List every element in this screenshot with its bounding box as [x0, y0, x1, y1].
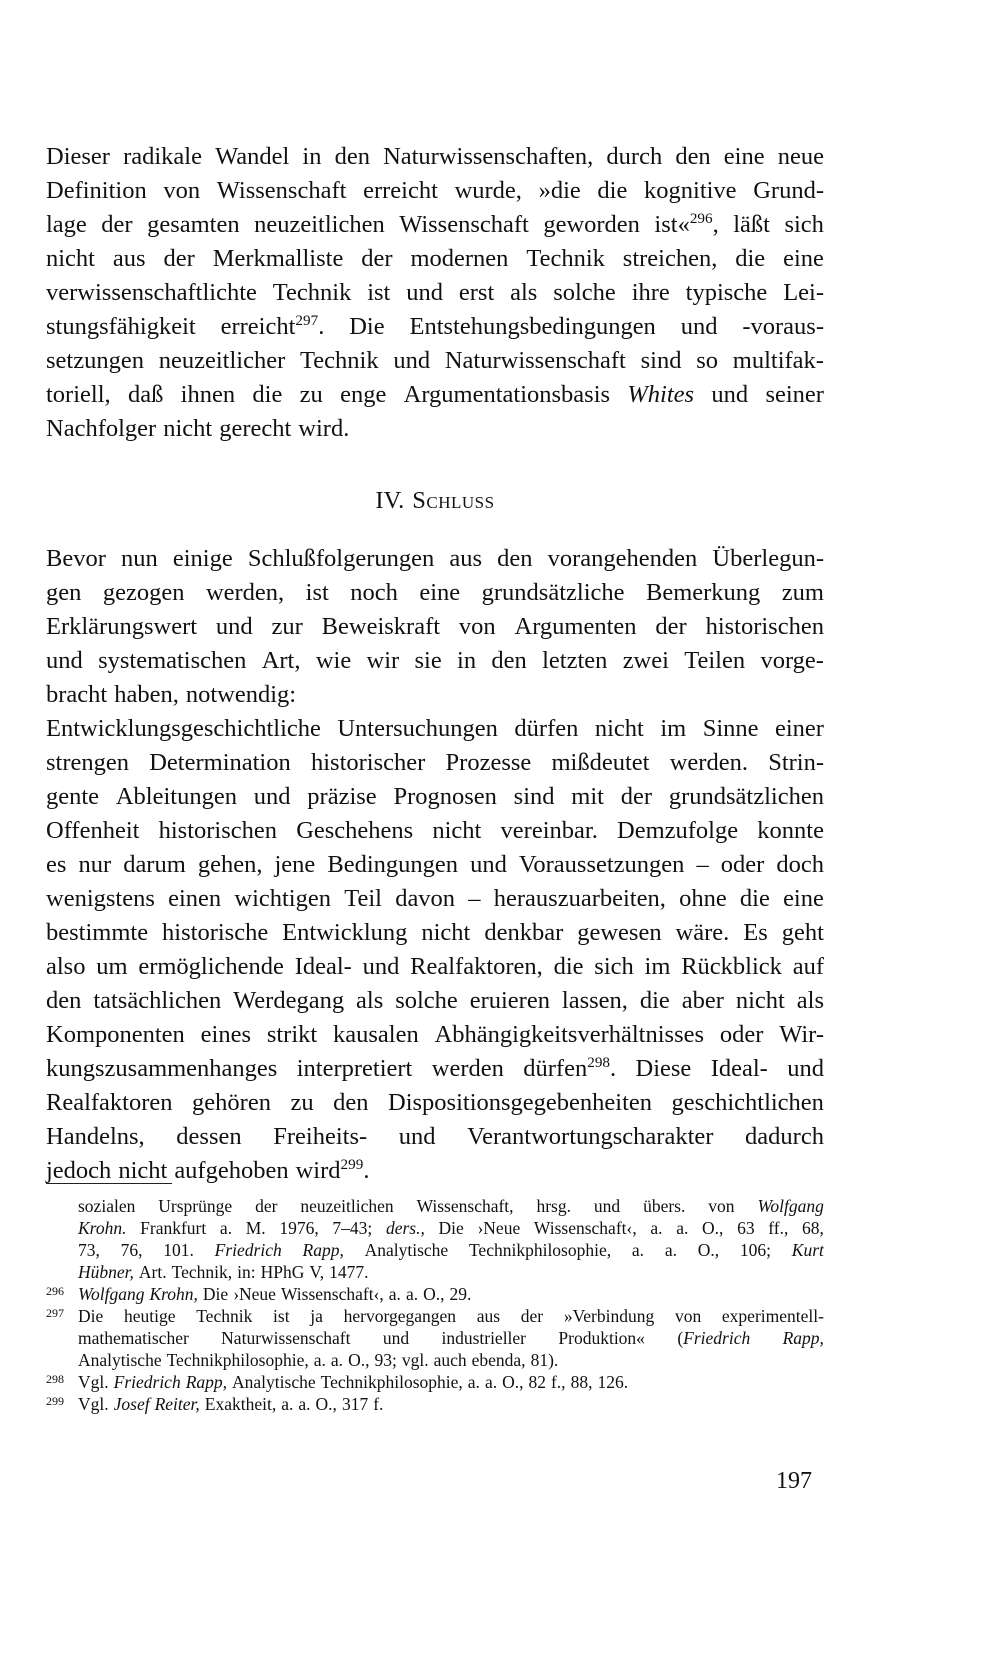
- text-line: Handelns, dessen Freiheits- und Verantwortungscharakter dadurch: [46, 1123, 824, 1150]
- text-line: den tatsächlichen Werdegang als solche eruieren lassen, die aber nicht als: [46, 987, 824, 1014]
- text-line: Dieser radikale Wandel in den Naturwissenschaften, durch den eine neue: [46, 143, 824, 170]
- text-line: und systematischen Art, wie wir sie in den letzten zwei Teilen vorge-: [46, 647, 824, 674]
- text-line: Komponenten eines strikt kausalen Abhängigkeitsverhältnisses oder Wir-: [46, 1021, 824, 1048]
- footnote-line: 296 Wolfgang Krohn, Die ›Neue Wissenschaft‹, a. a. O., 29.: [46, 1284, 472, 1304]
- footnote-ref: 296: [689, 209, 713, 227]
- text-line: gen gezogen werden, ist noch eine grundsätzliche Bemerkung zum: [46, 579, 824, 606]
- footnote-ref: 297: [295, 311, 319, 329]
- text-line: Entwicklungsgeschichtliche Untersuchungen dürfen nicht im Sinne einer: [46, 715, 824, 742]
- paragraph: [46, 712, 824, 1188]
- text-line: gente Ableitungen und präzise Prognosen sind mit der grundsätzlichen: [46, 783, 824, 810]
- footnote-line: sozialen Ursprünge der neuzeitlichen Wissenschaft, hrsg. und übers. von Wolfgang: [78, 1196, 824, 1216]
- text-line: wenigstens einen wichtigen Teil davon – herauszuarbeiten, ohne die eine: [46, 885, 824, 912]
- footnote-marker: 296: [46, 1284, 64, 1298]
- footnote-line: mathematischer Naturwissenschaft und industrieller Produktion« (Friedrich Rapp,: [78, 1328, 824, 1348]
- text-line: bestimmte historische Entwicklung nicht denkbar gewesen wäre. Es geht: [46, 919, 824, 946]
- page-number: 197: [776, 1468, 812, 1494]
- footnote-marker: 299: [46, 1394, 64, 1408]
- text-line: Realfaktoren gehören zu den Dispositionsgegebenheiten geschichtlichen: [46, 1089, 824, 1116]
- footnote: [46, 1195, 824, 1283]
- text-line: nicht aus der Merkmalliste der modernen Technik streichen, die eine: [46, 245, 824, 272]
- footnote: [46, 1305, 824, 1371]
- text-line: verwissenschaftlichte Technik ist und erst als solche ihre typische Lei-: [46, 279, 824, 306]
- text-line: bracht haben, notwendig:: [46, 681, 297, 708]
- text-line: Nachfolger nicht gerecht wird.: [46, 415, 350, 442]
- text-line: Erklärungswert und zur Beweiskraft von Argumenten der historischen: [46, 613, 824, 640]
- paragraph: [46, 542, 824, 712]
- footnote-line: 73, 76, 101. Friedrich Rapp, Analytische Technikphilosophie, a. a. O., 106; Kurt: [78, 1240, 824, 1260]
- footnote-marker: 297: [46, 1306, 64, 1320]
- footnote-ref: 299: [340, 1155, 364, 1173]
- footnote-line: Krohn. Frankfurt a. M. 1976, 7–43; ders., Die ›Neue Wissenschaft‹, a. a. O., 63 ff., 68,: [78, 1218, 824, 1238]
- text-line: Offenheit historischen Geschehens nicht vereinbar. Demzufolge konnte: [46, 817, 824, 844]
- footnote-separator: [46, 1183, 172, 1184]
- footnote-marker: 298: [46, 1372, 64, 1386]
- footnote-line: 298 Vgl. Friedrich Rapp, Analytische Technikphilosophie, a. a. O., 82 f., 88, 126.: [46, 1372, 629, 1392]
- text-line: setzungen neuzeitlicher Technik und Naturwissenschaft sind so multifak-: [46, 347, 824, 374]
- footnote-line: Hübner, Art. Technik, in: HPhG V, 1477.: [78, 1262, 369, 1282]
- section-title: Schluss: [412, 487, 495, 514]
- text-line: Bevor nun einige Schlußfolgerungen aus den vorangehenden Überlegun-: [46, 545, 824, 572]
- text-line: es nur darum gehen, jene Bedingungen und Voraussetzungen – oder doch: [46, 851, 824, 878]
- footnote-line: 297 Die heutige Technik ist ja hervorgegangen aus der »Verbindung von experimentell-: [46, 1306, 824, 1326]
- text-line: kungszusammenhanges interpretiert werden dürfen$^{298}$. Diese Ideal- und: [46, 1053, 824, 1082]
- text-line: jedoch nicht aufgehoben wird$^{299}$.: [46, 1155, 370, 1184]
- text-line: strengen Determination historischer Prozesse mißdeutet werden. Strin-: [46, 749, 824, 776]
- text-line: lage der gesamten neuzeitlichen Wissenschaft geworden ist«$^{296}$, läßt sich: [46, 209, 824, 238]
- footnote: [46, 1283, 824, 1305]
- section-number: IV.: [375, 487, 405, 514]
- section-heading: [46, 484, 824, 518]
- footnotes: [46, 1195, 824, 1415]
- paragraph: [46, 140, 824, 446]
- footnote-line: Analytische Technikphilosophie, a. a. O., 93; vgl. auch ebenda, 81).: [78, 1350, 559, 1370]
- text-line: Definition von Wissenschaft erreicht wurde, »die die kognitive Grund-: [46, 177, 824, 204]
- footnote-line: 299 Vgl. Josef Reiter, Exaktheit, a. a. O., 317 f.: [46, 1394, 384, 1414]
- text-line: stungsfähigkeit erreicht$^{297}$. Die Entstehungsbedingungen und -voraus-: [46, 311, 824, 340]
- footnote-ref: 298: [587, 1053, 610, 1071]
- footnote: [46, 1393, 824, 1415]
- footnote: [46, 1371, 824, 1393]
- text-line: also um ermöglichende Ideal- und Realfaktoren, die sich im Rückblick auf: [46, 953, 824, 980]
- text-line: toriell, daß ihnen die zu enge Argumentationsbasis Whites und seiner: [46, 381, 824, 408]
